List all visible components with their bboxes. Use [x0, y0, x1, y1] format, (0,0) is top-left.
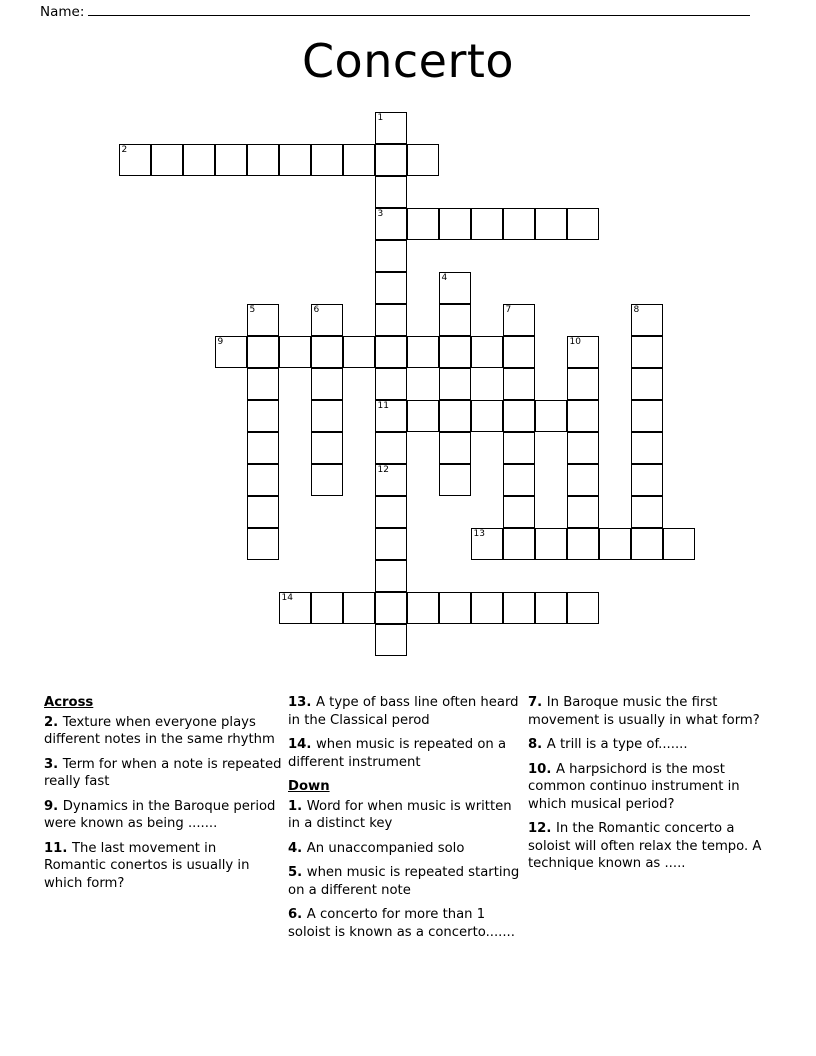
grid-cell[interactable] [375, 400, 407, 432]
grid-cell[interactable] [247, 368, 279, 400]
grid-cell[interactable] [375, 432, 407, 464]
grid-cell[interactable] [247, 336, 279, 368]
grid-cell-number: 4 [441, 273, 448, 283]
down-heading: Down [288, 779, 330, 795]
grid-cell-number: 3 [377, 209, 384, 219]
grid-cell[interactable] [119, 144, 151, 176]
grid-cell[interactable] [631, 336, 663, 368]
grid-cell[interactable] [503, 400, 535, 432]
grid-cell[interactable] [279, 336, 311, 368]
grid-cell[interactable] [631, 528, 663, 560]
across-clue [44, 714, 282, 749]
grid-cell[interactable] [439, 464, 471, 496]
grid-cell[interactable] [247, 432, 279, 464]
across-clue [288, 694, 526, 729]
clue-text: Word for when music is written in a distinct key [288, 798, 512, 832]
clues-column-3 [528, 694, 774, 880]
grid-cell[interactable] [631, 496, 663, 528]
grid-cell[interactable] [343, 144, 375, 176]
clue-text: when music is repeated on a different instrument [288, 737, 507, 770]
clue-number: 4. [288, 840, 307, 856]
grid-cell[interactable] [151, 144, 183, 176]
grid-cell-number: 2 [121, 145, 128, 155]
grid-cell-number: 5 [249, 305, 256, 315]
clues-section [44, 694, 774, 994]
grid-cell-number: 11 [377, 401, 389, 411]
across-clue [44, 840, 282, 893]
grid-cell[interactable] [247, 144, 279, 176]
clue-number: 3. [44, 756, 63, 772]
grid-cell[interactable] [343, 336, 375, 368]
grid-cell[interactable] [375, 496, 407, 528]
page-title: Concerto [301, 34, 515, 88]
clues-column-2 [288, 694, 526, 949]
grid-cell[interactable] [375, 272, 407, 304]
grid-cell[interactable] [439, 432, 471, 464]
grid-cell[interactable] [247, 528, 279, 560]
grid-cell[interactable] [439, 336, 471, 368]
grid-cell[interactable] [407, 144, 439, 176]
grid-cell[interactable] [247, 496, 279, 528]
grid-cell[interactable] [375, 336, 407, 368]
grid-cell[interactable] [247, 304, 279, 336]
clue-text: Texture when everyone plays different notes in the same rhythm [44, 714, 275, 748]
clue-number: 12. [528, 821, 556, 837]
clue-text: A type of bass line often heard in the Classical perod [288, 695, 519, 728]
grid-cell[interactable] [311, 368, 343, 400]
grid-cell[interactable] [631, 368, 663, 400]
grid-cell[interactable] [567, 368, 599, 400]
grid-cell[interactable] [471, 336, 503, 368]
across-heading: Across [44, 695, 94, 710]
clue-text: Term for when a note is repeated really fast [44, 756, 282, 790]
down-clue [288, 864, 526, 899]
grid-cell[interactable] [503, 496, 535, 528]
down-clue [528, 761, 774, 814]
name-field-row [40, 2, 750, 20]
grid-cell[interactable] [375, 368, 407, 400]
grid-cell[interactable] [439, 304, 471, 336]
down-clue [288, 840, 526, 858]
grid-cell[interactable] [503, 336, 535, 368]
grid-cell-number: 7 [505, 305, 512, 315]
grid-cell[interactable] [215, 336, 247, 368]
grid-cell[interactable] [567, 464, 599, 496]
clue-number: 6. [288, 907, 307, 923]
grid-cell[interactable] [375, 304, 407, 336]
clue-number: 10. [528, 761, 556, 777]
grid-cell[interactable] [535, 592, 567, 624]
grid-cell[interactable] [375, 528, 407, 560]
grid-cell[interactable] [535, 400, 567, 432]
clue-number: 9. [44, 798, 63, 814]
clue-number: 1. [288, 798, 307, 814]
clue-text: A trill is a type of....... [546, 737, 688, 753]
clue-number: 13. [288, 695, 316, 710]
grid-cell[interactable] [375, 464, 407, 496]
grid-cell[interactable] [375, 208, 407, 240]
clue-text: A harpsichord is the most common continuo instrument in which musical period? [528, 761, 740, 812]
clue-text: Dynamics in the Baroque period were known as being ....... [44, 798, 276, 832]
down-clue-list [288, 798, 526, 942]
clue-text: when music is repeated starting on a different note [288, 865, 520, 898]
grid-cell[interactable] [567, 592, 599, 624]
grid-cell[interactable] [311, 592, 343, 624]
clue-number: 14. [288, 737, 316, 753]
grid-cell-number: 6 [313, 305, 320, 315]
clues-column-1 [44, 694, 282, 899]
grid-cell[interactable] [247, 464, 279, 496]
grid-cell[interactable] [375, 176, 407, 208]
grid-cell[interactable] [279, 592, 311, 624]
grid-cell[interactable] [439, 272, 471, 304]
grid-cell[interactable] [471, 208, 503, 240]
clue-text: In Baroque music the first movement is usually in what form? [528, 695, 760, 728]
name-label: Name: [40, 4, 85, 20]
clue-text: The last movement in Romantic conertos is usually in which form? [44, 840, 250, 891]
grid-cell[interactable] [567, 208, 599, 240]
grid-cell[interactable] [471, 592, 503, 624]
grid-cell[interactable] [631, 400, 663, 432]
down-clue [528, 820, 774, 873]
grid-cell[interactable] [631, 464, 663, 496]
grid-cell[interactable] [503, 528, 535, 560]
across-clue [288, 736, 526, 771]
grid-cell-number: 9 [217, 337, 224, 347]
clue-number: 5. [288, 865, 307, 881]
grid-cell[interactable] [567, 528, 599, 560]
grid-cell[interactable] [439, 208, 471, 240]
grid-cell[interactable] [375, 240, 407, 272]
grid-cell-number: 8 [633, 305, 640, 315]
grid-cell[interactable] [183, 144, 215, 176]
grid-cell[interactable] [503, 304, 535, 336]
grid-cell-number: 13 [473, 529, 485, 539]
grid-cell[interactable] [311, 304, 343, 336]
grid-cell[interactable] [567, 496, 599, 528]
across-clue [44, 798, 282, 833]
grid-cell[interactable] [439, 592, 471, 624]
grid-cell[interactable] [631, 304, 663, 336]
grid-cell[interactable] [407, 400, 439, 432]
grid-cell[interactable] [311, 432, 343, 464]
clue-number: 7. [528, 695, 547, 710]
grid-cell[interactable] [375, 624, 407, 656]
grid-cell-number: 10 [569, 337, 581, 347]
clue-number: 2. [44, 714, 63, 730]
grid-cell[interactable] [471, 528, 503, 560]
grid-cell[interactable] [503, 464, 535, 496]
grid-cell[interactable] [375, 592, 407, 624]
across-clue-list-continued [288, 694, 526, 771]
grid-cell[interactable] [503, 368, 535, 400]
grid-cell[interactable] [279, 144, 311, 176]
grid-cell[interactable] [215, 144, 247, 176]
grid-cell[interactable] [567, 336, 599, 368]
grid-cell[interactable] [375, 112, 407, 144]
grid-cell[interactable] [471, 400, 503, 432]
grid-cell[interactable] [567, 400, 599, 432]
grid-cell[interactable] [567, 432, 599, 464]
grid-cell[interactable] [407, 208, 439, 240]
grid-cell[interactable] [407, 592, 439, 624]
grid-cell[interactable] [503, 432, 535, 464]
clue-text: An unaccompanied solo [306, 840, 465, 856]
across-clue-list [44, 714, 282, 893]
grid-cell[interactable] [375, 560, 407, 592]
grid-cell[interactable] [439, 368, 471, 400]
clue-text: In the Romantic concerto a soloist will often relax the tempo. A technique known as ..... [528, 821, 762, 872]
grid-cell[interactable] [535, 528, 567, 560]
grid-cell[interactable] [311, 464, 343, 496]
clue-text: A concerto for more than 1 soloist is known as a concerto....... [288, 907, 515, 941]
grid-cell-number: 12 [377, 465, 389, 475]
grid-cell[interactable] [599, 528, 631, 560]
grid-cell[interactable] [343, 592, 375, 624]
down-clue [528, 694, 774, 729]
clue-number: 11. [44, 840, 72, 856]
down-clue-list-continued [528, 694, 774, 873]
grid-cell[interactable] [439, 400, 471, 432]
grid-cell[interactable] [375, 144, 407, 176]
down-clue [528, 736, 774, 754]
grid-cell[interactable] [663, 528, 695, 560]
name-input-line[interactable] [88, 2, 750, 16]
grid-cell[interactable] [503, 592, 535, 624]
grid-cell[interactable] [311, 336, 343, 368]
grid-cell[interactable] [503, 208, 535, 240]
grid-cell[interactable] [631, 432, 663, 464]
grid-cell-number: 1 [377, 113, 384, 123]
grid-cell[interactable] [311, 144, 343, 176]
grid-cell[interactable] [407, 336, 439, 368]
crossword-grid[interactable] [0, 104, 816, 674]
down-clue [288, 798, 526, 833]
across-clue [44, 756, 282, 791]
grid-cell[interactable] [535, 208, 567, 240]
down-clue [288, 906, 526, 941]
grid-cell[interactable] [247, 400, 279, 432]
grid-cell[interactable] [311, 400, 343, 432]
grid-cell-number: 14 [281, 593, 293, 603]
clue-number: 8. [528, 737, 547, 753]
